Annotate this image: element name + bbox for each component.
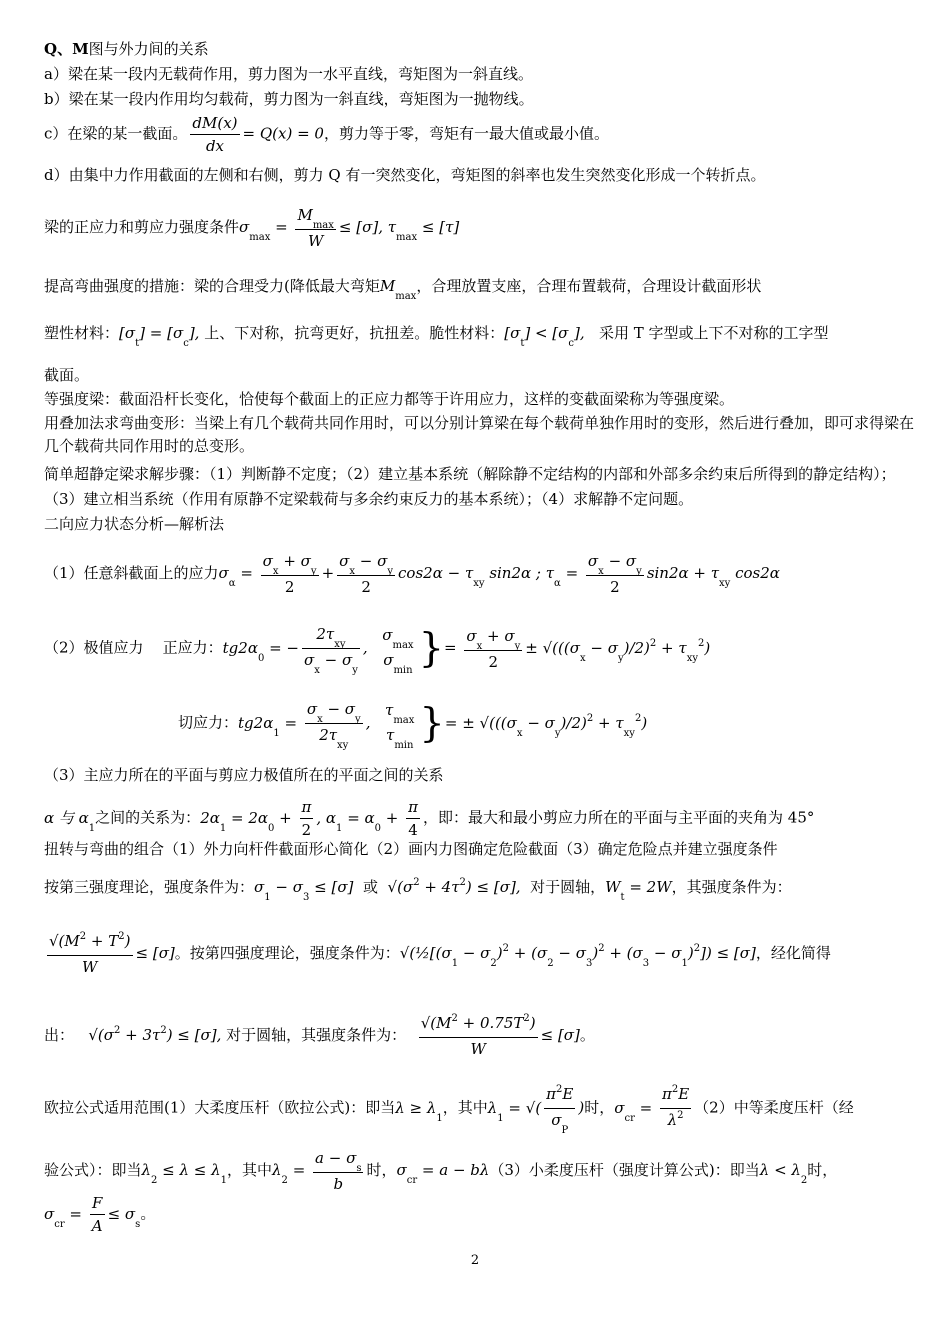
euler-line3: $\sigma_{cr}$ = $\frac{F}{A}$ ≤ $\sigma_s$。 xyxy=(44,1194,156,1235)
formula-strength: $\sigma_{max}$ = xyxy=(239,218,293,243)
page-number: 2 xyxy=(470,1253,480,1268)
euler-line2-suffix: （3）小柔度压杆（强度计算公式)：即当 xyxy=(489,1161,760,1179)
improve-line3: 截面。 xyxy=(44,366,90,384)
item-c-prefix: c）在梁的某一截面。 xyxy=(44,124,188,143)
formula-dm-dx: $\frac{dM(x)}{dx}$ xyxy=(192,114,238,155)
improve-line1 xyxy=(44,275,761,300)
strength-label: 梁的正应力和剪应力强度条件 xyxy=(44,218,240,236)
euler-where: ，其中 xyxy=(442,1098,488,1117)
round-shaft2-label: 对于圆轴，其强度条件为： xyxy=(226,1026,407,1044)
formula-m-over-w: $\frac{M_{max}}{W}$ xyxy=(297,206,334,250)
formula-tg2a1: $tg2\alpha_1$ = xyxy=(238,713,302,739)
euler-suffix: （2）中等柔度压杆（经 xyxy=(694,1098,854,1117)
item-d: d）由集中力作用截面的左侧和右侧，剪力 Q 有一突然变化，弯矩图的斜率也发生突然变化形成一个转折点。 xyxy=(44,166,766,184)
formula-tau-max-min: $\tau_{max}$ $\tau_{min}$ xyxy=(385,700,415,751)
formula-fourth-sqrt: $√(\sigma^2 + 3\tau^2) \le [\sigma]$, xyxy=(88,1025,222,1044)
euler-line2-end: 时， xyxy=(807,1161,838,1179)
euler-line2-where: ，其中 xyxy=(227,1161,273,1179)
euler-line1: 欧拉公式适用范围(1）大柔度压杆（欧拉公式)：即当$\lambda \ge \lambda_1$，其中$\lambda_1$ = √( $\frac{\pi^2E}{\sigma_P}$ )时，$\sigma_{cr}$ = $\frac{\pi^2E}{\lambda^2}$ （2）中等柔度压杆（经 xyxy=(44,1084,854,1136)
fourth-theory: $\frac{√(M^2 + T^2)}{W}$ ≤ [σ]。按第四强度理论，强度条件为：$√(\frac{1}{2}[(\sigma_1 - \sigma_2)^2 + (\sigma_2 - \sigma_3)^2 + (\sigma_3 - \sigma_1)^2]) \le [\sigma]$，经化简得 xyxy=(49,931,831,976)
formula-sqrt-m2-075t2: $\frac{√(M^2 + 0.75T^2)}{W}$ xyxy=(420,1013,536,1058)
extreme-normal-stress: （2）极值应力 正应力：$tg2\alpha_0$ = − $\frac{2\tau_{xy}}{\sigma_x - \sigma_y}$ , $\sigma_{max}$ $\sigma_{min}$ }= $\frac{\sigma_x + \sigma_y}{2}$ ± $√(((\sigma_x - \sigma_y)/2)^2 + \tau_{xy}^2)$ xyxy=(44,625,711,676)
formula-q-zero: = Q(x) = 0 xyxy=(242,124,324,143)
fourth-simplified: 出： $√(\sigma^2 + 3\tau^2) \le [\sigma]$, 对于圆轴，其强度条件为： $\frac{√(M^2 + 0.75T^2)}{W}$ ≤ [σ]。 xyxy=(44,1013,595,1058)
formula-fourth-theory: $√(\frac{1}{2}[(\sigma_1 - \sigma_2)^2 + (\sigma_2 - \sigma_3)^2 + (\sigma_3 - \sigma_1)^2]) \le [\sigma]$ xyxy=(399,943,756,969)
improve-suffix: ，合理放置支座，合理布置载荷，合理设计截面形状 xyxy=(416,277,762,295)
heading-rest: 图与外力间的关系 xyxy=(88,40,209,58)
plane-stress-heading: 二向应力状态分析—解析法 xyxy=(44,515,225,533)
shear-label: 切应力： xyxy=(178,713,239,732)
item2-label: （2）极值应力 xyxy=(44,638,144,657)
relation-suffix: ，即：最大和最小剪应力所在的平面与主平面的夹角为 45° xyxy=(423,808,815,827)
item-c xyxy=(44,112,609,157)
euler-line2-prefix: 验公式）：即当 xyxy=(44,1161,142,1179)
indeterminate-paragraph: 简单超静定梁求解步骤：（1）判断静不定度；（2）建立基本系统（解除静不定结构的内部和外部多余约束后所得到的静定结构）；（3）建立相当系统（作用有原静不定梁载荷与多余约束反力的基本系统）；（4）求解静不定问题。 xyxy=(44,465,896,508)
item-c-suffix: ，剪力等于零，弯矩有一最大值或最小值。 xyxy=(323,124,609,143)
formula-lambda2: $\frac{a - \sigma_s}{b}$ xyxy=(315,1149,362,1193)
fourth-theory-label: 。按第四强度理论，强度条件为： xyxy=(174,944,400,962)
euler-when: 时， xyxy=(584,1098,615,1117)
plastic-mid: 上、下对称，抗弯更好，抗扭差。脆性材料： xyxy=(204,324,505,342)
improve-prefix: 提高弯曲强度的措施：梁的合理受力(降低最大弯矩 xyxy=(44,277,380,295)
brittle-suffix: 采用 T 字型或上下不对称的工字型 xyxy=(598,324,829,342)
formula-sqrt-m2-t2: $\frac{√(M^2 + T^2)}{W}$ xyxy=(49,931,131,976)
third-theory-label: 按第三强度理论，强度条件为： xyxy=(44,878,255,896)
simplified-text: ，经化简得 xyxy=(755,944,831,962)
euler-line2-when: 时， xyxy=(366,1161,397,1179)
section-heading xyxy=(44,38,209,60)
formula-sigma-cr-short: $\sigma_{cr}$ = xyxy=(44,1204,87,1230)
equal-strength-beam: 等强度梁：截面沿杆长变化，恰使每个截面上的正应力都等于许用应力，这样的变截面梁称为等强度梁。 xyxy=(44,390,735,408)
formula-sigma-cr-euler: $\frac{\pi^2E}{\lambda^2}$ xyxy=(661,1084,690,1129)
formula-angle-relation: $2\alpha_1 = 2\alpha_0$ + xyxy=(200,808,297,834)
combined-heading: 扭转与弯曲的组合（1）外力向杆件截面形心简化（2）画内力图确定危险截面（3）确定危险点并建立强度条件 xyxy=(44,840,778,858)
formula-third-sqrt: $√(\sigma^2 + 4\tau^2) \le [\sigma]$, xyxy=(387,877,521,896)
angle-relation: α 与 $\alpha_1$之间的关系为：$2\alpha_1 = 2\alpha_0$ + $\frac{\pi}{2}$ , $\alpha_1 = \alpha_0$ + $\frac{\pi}{4}$ ，即：最大和最小剪应力所在的平面与主平面的夹角为 45° xyxy=(44,798,815,839)
or-text: 或 xyxy=(362,878,378,896)
formula-third-theory: $\sigma_1 - \sigma_3 \le [\sigma]$ xyxy=(254,878,354,903)
superposition-paragraph: 用叠加法求弯曲变形：当梁上有几个载荷共同作用时，可以分别计算梁在每个载荷单独作用时的变形，然后进行叠加，即可求得梁在几个载荷共同作用时的总变形。 xyxy=(44,414,915,455)
formula-mmax: $M_{max}$ xyxy=(379,277,417,302)
extreme-shear-stress: 切应力：$tg2\alpha_1$ = $\frac{\sigma_x - \sigma_y}{2\tau_{xy}}$ , $\tau_{max}$ $\tau_{min}$ }= ± $√(((\sigma_x - \sigma_y)/2)^2 + \tau_{xy}^2)$ xyxy=(178,700,648,751)
improve-line2 xyxy=(44,322,829,347)
round-shaft-label: 对于圆轴， xyxy=(530,878,606,896)
item3-heading: （3）主应力所在的平面与剪应力极值所在的平面之间的关系 xyxy=(44,766,444,784)
formula-sigma-max-min: $\sigma_{max}$ $\sigma_{min}$ xyxy=(382,625,414,676)
plastic-label: 塑性材料： xyxy=(44,324,120,342)
item1-label: （1）任意斜截面上的应力 xyxy=(44,564,219,582)
formula-tau-alpha: $\frac{\sigma_x - \sigma_y}{2}$ xyxy=(587,552,642,596)
condition-text: ，其强度条件为： xyxy=(671,878,792,896)
oblique-stress: （1）任意斜截面上的应力$\sigma_\alpha$ = $\frac{\sigma_x + \sigma_y}{2}$ + $\frac{\sigma_x - \sigma_y}{2}$ $\cos 2\alpha - \tau_{xy}$ sin2α ; $\tau_\alpha$ = $\frac{\sigma_x - \sigma_y}{2}$ $\sin 2\alpha + \tau_{xy}$ cos2α xyxy=(44,552,780,596)
formula-tg2a0: $tg2\alpha_0$ = − xyxy=(222,638,300,664)
normal-label: 正应力： xyxy=(162,638,223,657)
item-b: b）梁在某一段内作用均匀载荷，剪力图为一斜直线，弯矩图为一抛物线。 xyxy=(44,90,534,108)
euler-line2: 验公式）：即当$\lambda_2 \le \lambda \le \lambda_1$，其中$\lambda_2$ = $\frac{a - \sigma_s}{b}$ 时，$\sigma_{cr} = a - b\lambda(3)$小柔度压杆（强度计算公式)：即当$\lambda < \lambda_2$时， xyxy=(44,1149,838,1193)
formula-plastic: $[\sigma_t] = [\sigma_c]$, xyxy=(119,324,205,349)
strength-condition: 梁的正应力和剪应力强度条件$\sigma_{max}$ = $\frac{M_{max}}{W}$ ≤ [σ], $\tau_{max} \le [\tau]$ xyxy=(44,206,460,250)
formula-brittle: $[\sigma_t] < [\sigma_c]$, xyxy=(504,324,590,349)
formula-sigma-alpha: $\sigma_\alpha$ = xyxy=(218,564,258,589)
formula-wt: $W_t = 2W$ xyxy=(605,878,672,903)
euler-prefix: 欧拉公式适用范围(1）大柔度压杆（欧拉公式)：即当 xyxy=(44,1098,396,1117)
relation-mid: 之间的关系为： xyxy=(95,808,201,827)
item-a: a）梁在某一段内无载荷作用，剪力图为一水平直线，弯矩图为一斜直线。 xyxy=(44,65,533,83)
out-label: 出： xyxy=(44,1026,75,1044)
third-theory xyxy=(44,876,792,901)
heading-bold: Q、M xyxy=(44,40,89,58)
formula-lambda1: $\frac{\pi^2E}{\sigma_P}$ xyxy=(546,1084,574,1136)
